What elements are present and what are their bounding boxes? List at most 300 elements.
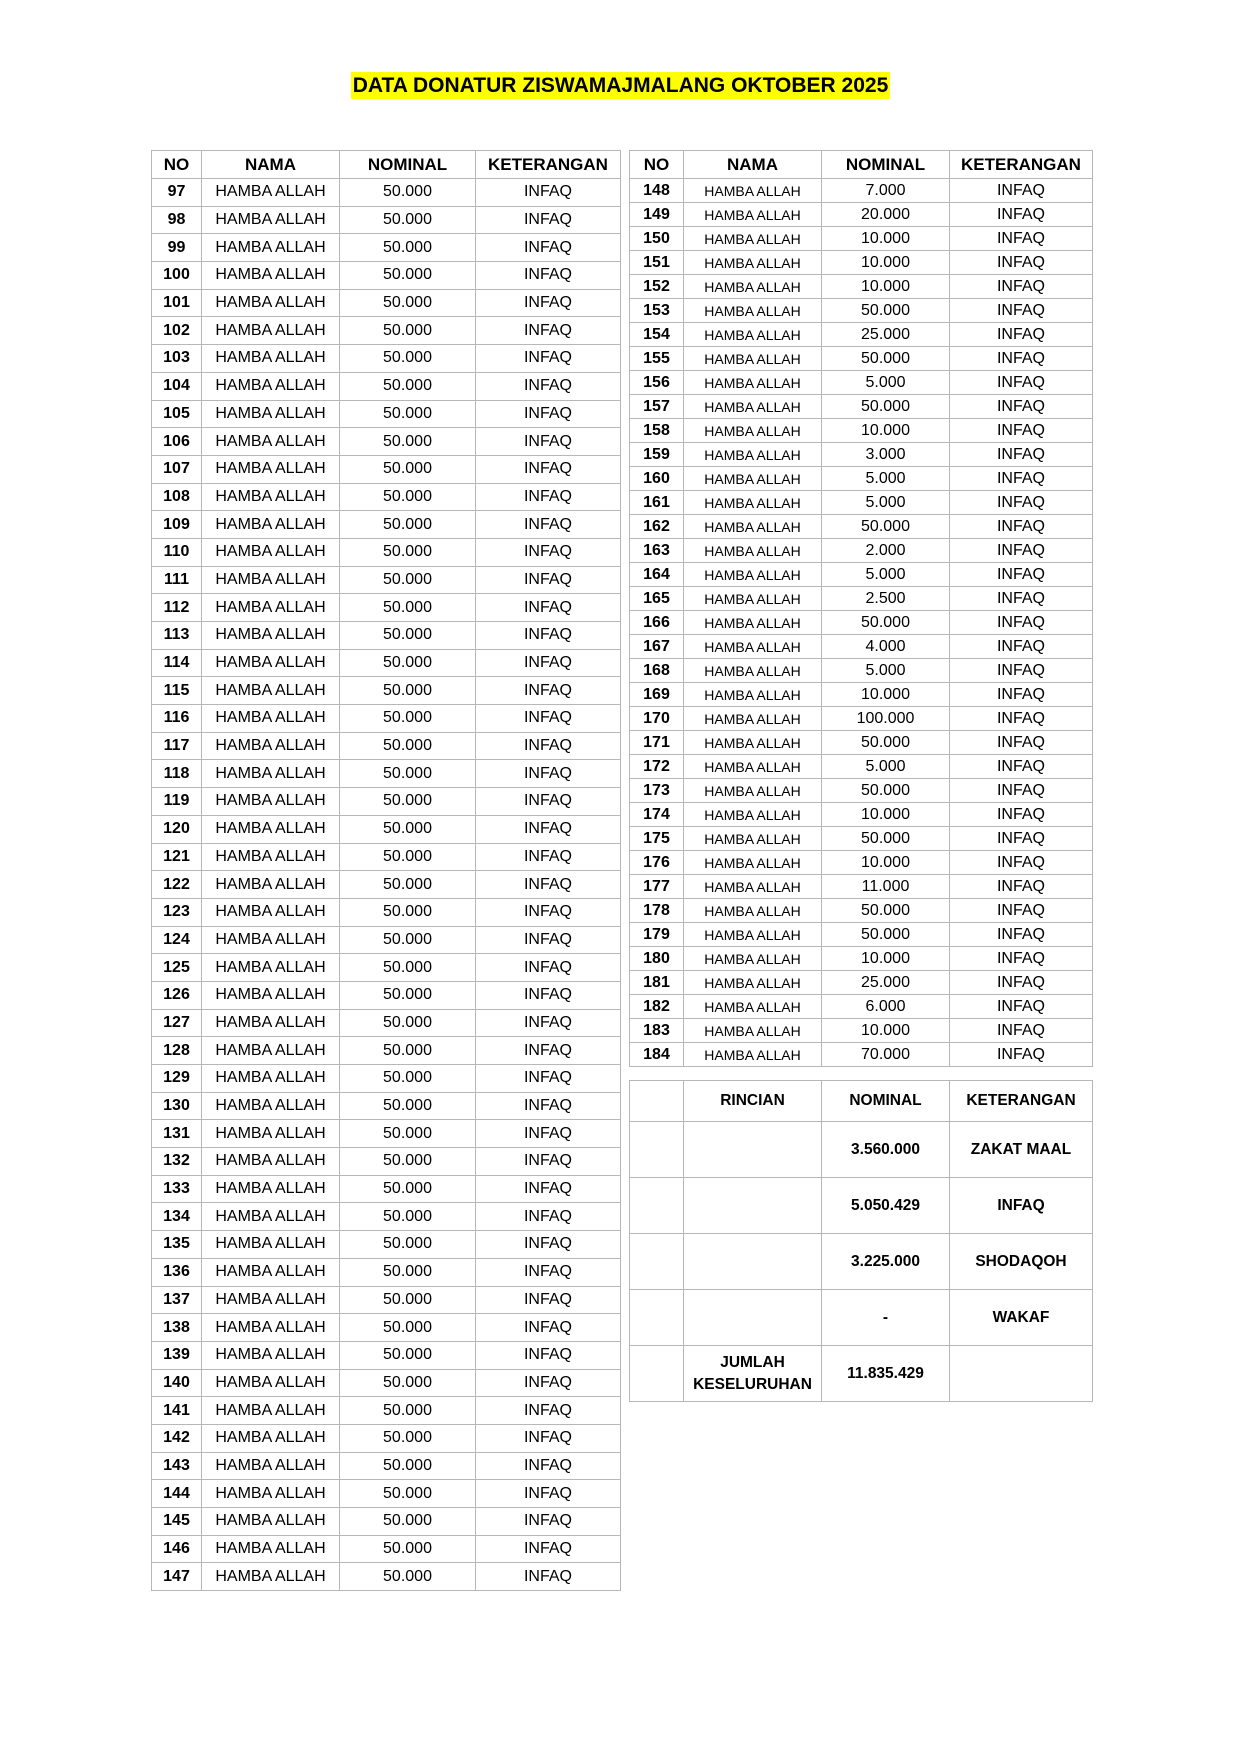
table-row bbox=[152, 1341, 621, 1369]
table-row bbox=[630, 899, 1093, 923]
row-no: 97 bbox=[152, 179, 202, 207]
row-nominal: 50.000 bbox=[340, 1258, 476, 1286]
row-nama: HAMBA ALLAH bbox=[202, 898, 340, 926]
row-keterangan: INFAQ bbox=[476, 1563, 621, 1591]
row-keterangan: INFAQ bbox=[476, 732, 621, 760]
row-keterangan: INFAQ bbox=[950, 923, 1093, 947]
table-row bbox=[630, 371, 1093, 395]
row-no: 156 bbox=[630, 371, 684, 395]
table-row bbox=[152, 234, 621, 262]
table-row bbox=[630, 515, 1093, 539]
row-keterangan: INFAQ bbox=[476, 788, 621, 816]
row-nama: HAMBA ALLAH bbox=[202, 1092, 340, 1120]
row-nama: HAMBA ALLAH bbox=[684, 203, 822, 227]
row-no: 133 bbox=[152, 1175, 202, 1203]
row-nama: HAMBA ALLAH bbox=[202, 483, 340, 511]
row-nama: HAMBA ALLAH bbox=[684, 683, 822, 707]
row-nominal: 2.500 bbox=[822, 587, 950, 611]
row-no: 161 bbox=[630, 491, 684, 515]
summary-row bbox=[630, 1178, 1093, 1234]
row-nominal: 50.000 bbox=[340, 1369, 476, 1397]
row-nama: HAMBA ALLAH bbox=[684, 1043, 822, 1067]
row-nominal: 50.000 bbox=[340, 788, 476, 816]
table-row bbox=[152, 372, 621, 400]
row-keterangan: INFAQ bbox=[950, 899, 1093, 923]
row-nominal: 50.000 bbox=[340, 1120, 476, 1148]
row-no: 182 bbox=[630, 995, 684, 1019]
row-no: 100 bbox=[152, 262, 202, 290]
row-keterangan: INFAQ bbox=[950, 275, 1093, 299]
header-nama: NAMA bbox=[684, 151, 822, 179]
row-no: 131 bbox=[152, 1120, 202, 1148]
row-keterangan: INFAQ bbox=[476, 1508, 621, 1536]
row-nominal: 25.000 bbox=[822, 323, 950, 347]
row-keterangan: INFAQ bbox=[950, 851, 1093, 875]
row-nominal: 50.000 bbox=[340, 1397, 476, 1425]
table-row bbox=[152, 871, 621, 899]
row-nama: HAMBA ALLAH bbox=[684, 539, 822, 563]
row-nama: HAMBA ALLAH bbox=[202, 1009, 340, 1037]
row-nominal: 50.000 bbox=[822, 779, 950, 803]
summary-rincian bbox=[684, 1178, 822, 1234]
row-no: 138 bbox=[152, 1314, 202, 1342]
table-row bbox=[630, 563, 1093, 587]
row-nominal: 50.000 bbox=[340, 1424, 476, 1452]
row-nama: HAMBA ALLAH bbox=[684, 971, 822, 995]
row-no: 160 bbox=[630, 467, 684, 491]
row-keterangan: INFAQ bbox=[950, 1019, 1093, 1043]
row-keterangan: INFAQ bbox=[476, 705, 621, 733]
donor-table-right bbox=[629, 150, 1093, 1067]
row-nominal: 10.000 bbox=[822, 1019, 950, 1043]
row-nama: HAMBA ALLAH bbox=[684, 803, 822, 827]
row-no: 155 bbox=[630, 347, 684, 371]
row-keterangan: INFAQ bbox=[950, 227, 1093, 251]
row-nama: HAMBA ALLAH bbox=[202, 1508, 340, 1536]
row-nama: HAMBA ALLAH bbox=[202, 1452, 340, 1480]
row-keterangan: INFAQ bbox=[476, 345, 621, 373]
table-row bbox=[152, 566, 621, 594]
row-nominal: 50.000 bbox=[340, 1231, 476, 1259]
row-keterangan: INFAQ bbox=[476, 677, 621, 705]
header-no: NO bbox=[630, 151, 684, 179]
table-row bbox=[152, 1203, 621, 1231]
row-nama: HAMBA ALLAH bbox=[202, 317, 340, 345]
row-nominal: 50.000 bbox=[822, 611, 950, 635]
row-nominal: 50.000 bbox=[340, 317, 476, 345]
row-nominal: 5.000 bbox=[822, 563, 950, 587]
row-nama: HAMBA ALLAH bbox=[202, 788, 340, 816]
table-row bbox=[630, 827, 1093, 851]
row-nominal: 7.000 bbox=[822, 179, 950, 203]
row-nama: HAMBA ALLAH bbox=[202, 1480, 340, 1508]
table-row bbox=[152, 455, 621, 483]
row-no: 141 bbox=[152, 1397, 202, 1425]
row-no: 162 bbox=[630, 515, 684, 539]
row-no: 99 bbox=[152, 234, 202, 262]
table-row bbox=[630, 995, 1093, 1019]
row-nama: HAMBA ALLAH bbox=[684, 611, 822, 635]
table-row bbox=[630, 779, 1093, 803]
header-keterangan: KETERANGAN bbox=[950, 151, 1093, 179]
row-nama: HAMBA ALLAH bbox=[684, 851, 822, 875]
header-keterangan: KETERANGAN bbox=[476, 151, 621, 179]
row-nama: HAMBA ALLAH bbox=[202, 1065, 340, 1093]
row-no: 132 bbox=[152, 1148, 202, 1176]
row-keterangan: INFAQ bbox=[476, 372, 621, 400]
row-nominal: 50.000 bbox=[340, 428, 476, 456]
table-row bbox=[630, 227, 1093, 251]
row-nominal: 50.000 bbox=[340, 1286, 476, 1314]
row-nama: HAMBA ALLAH bbox=[202, 760, 340, 788]
summary-rincian bbox=[684, 1122, 822, 1178]
table-row bbox=[630, 923, 1093, 947]
row-nominal: 50.000 bbox=[340, 1009, 476, 1037]
row-nominal: 50.000 bbox=[340, 981, 476, 1009]
row-nominal: 50.000 bbox=[822, 923, 950, 947]
row-nama: HAMBA ALLAH bbox=[684, 995, 822, 1019]
table-row bbox=[152, 317, 621, 345]
table-row bbox=[152, 1369, 621, 1397]
row-keterangan: INFAQ bbox=[476, 1065, 621, 1093]
row-keterangan: INFAQ bbox=[476, 1341, 621, 1369]
row-keterangan: INFAQ bbox=[476, 538, 621, 566]
row-no: 177 bbox=[630, 875, 684, 899]
row-no: 183 bbox=[630, 1019, 684, 1043]
row-nama: HAMBA ALLAH bbox=[684, 779, 822, 803]
row-keterangan: INFAQ bbox=[950, 755, 1093, 779]
row-nama: HAMBA ALLAH bbox=[202, 400, 340, 428]
table-row bbox=[152, 483, 621, 511]
row-nominal: 10.000 bbox=[822, 251, 950, 275]
table-row bbox=[152, 677, 621, 705]
row-keterangan: INFAQ bbox=[476, 815, 621, 843]
table-row bbox=[630, 803, 1093, 827]
row-keterangan: INFAQ bbox=[950, 1043, 1093, 1067]
table-row bbox=[630, 251, 1093, 275]
row-nominal: 50.000 bbox=[340, 179, 476, 207]
row-keterangan: INFAQ bbox=[476, 1231, 621, 1259]
table-row bbox=[630, 707, 1093, 731]
table-row bbox=[630, 683, 1093, 707]
row-nominal: 10.000 bbox=[822, 851, 950, 875]
table-row bbox=[630, 659, 1093, 683]
table-row bbox=[630, 587, 1093, 611]
row-keterangan: INFAQ bbox=[476, 511, 621, 539]
table-row bbox=[152, 1314, 621, 1342]
row-nama: HAMBA ALLAH bbox=[202, 871, 340, 899]
header-nama: NAMA bbox=[202, 151, 340, 179]
row-nominal: 5.000 bbox=[822, 491, 950, 515]
table-row bbox=[630, 755, 1093, 779]
row-nama: HAMBA ALLAH bbox=[202, 1231, 340, 1259]
row-nominal: 50.000 bbox=[822, 395, 950, 419]
row-nama: HAMBA ALLAH bbox=[202, 1120, 340, 1148]
row-nama: HAMBA ALLAH bbox=[684, 875, 822, 899]
row-no: 157 bbox=[630, 395, 684, 419]
row-keterangan: INFAQ bbox=[476, 1258, 621, 1286]
row-nama: HAMBA ALLAH bbox=[202, 1341, 340, 1369]
row-no: 143 bbox=[152, 1452, 202, 1480]
row-keterangan: INFAQ bbox=[476, 649, 621, 677]
summary-rincian bbox=[684, 1290, 822, 1346]
row-no: 120 bbox=[152, 815, 202, 843]
table-row bbox=[152, 1397, 621, 1425]
table-row bbox=[630, 467, 1093, 491]
row-keterangan: INFAQ bbox=[476, 1424, 621, 1452]
row-nama: HAMBA ALLAH bbox=[202, 511, 340, 539]
row-no: 114 bbox=[152, 649, 202, 677]
row-nominal: 50.000 bbox=[340, 400, 476, 428]
row-nominal: 5.000 bbox=[822, 371, 950, 395]
row-nama: HAMBA ALLAH bbox=[202, 954, 340, 982]
row-nominal: 50.000 bbox=[340, 649, 476, 677]
row-keterangan: INFAQ bbox=[476, 1148, 621, 1176]
row-no: 164 bbox=[630, 563, 684, 587]
document-title-wrap bbox=[0, 74, 1241, 98]
row-keterangan: INFAQ bbox=[950, 515, 1093, 539]
row-no: 115 bbox=[152, 677, 202, 705]
row-no: 169 bbox=[630, 683, 684, 707]
summary-keterangan bbox=[950, 1346, 1093, 1402]
row-nominal: 50.000 bbox=[340, 1452, 476, 1480]
row-no: 171 bbox=[630, 731, 684, 755]
row-no: 166 bbox=[630, 611, 684, 635]
table-row bbox=[152, 1286, 621, 1314]
row-keterangan: INFAQ bbox=[950, 995, 1093, 1019]
row-nominal: 50.000 bbox=[340, 1563, 476, 1591]
table-row bbox=[152, 428, 621, 456]
row-keterangan: INFAQ bbox=[950, 971, 1093, 995]
table-row bbox=[630, 443, 1093, 467]
table-row bbox=[630, 323, 1093, 347]
summary-blank-cell bbox=[630, 1290, 684, 1346]
table-row bbox=[152, 1535, 621, 1563]
row-nominal: 50.000 bbox=[340, 1065, 476, 1093]
row-no: 163 bbox=[630, 539, 684, 563]
row-keterangan: INFAQ bbox=[950, 299, 1093, 323]
row-nominal: 50.000 bbox=[340, 566, 476, 594]
table-row bbox=[152, 981, 621, 1009]
row-keterangan: INFAQ bbox=[950, 683, 1093, 707]
table-row bbox=[152, 400, 621, 428]
row-nama: HAMBA ALLAH bbox=[202, 815, 340, 843]
row-keterangan: INFAQ bbox=[476, 289, 621, 317]
table-row bbox=[152, 206, 621, 234]
row-keterangan: INFAQ bbox=[476, 179, 621, 207]
table-row bbox=[152, 760, 621, 788]
row-no: 103 bbox=[152, 345, 202, 373]
row-no: 130 bbox=[152, 1092, 202, 1120]
row-no: 118 bbox=[152, 760, 202, 788]
row-nama: HAMBA ALLAH bbox=[684, 251, 822, 275]
row-nama: HAMBA ALLAH bbox=[202, 594, 340, 622]
row-no: 105 bbox=[152, 400, 202, 428]
row-nominal: 50.000 bbox=[340, 511, 476, 539]
row-keterangan: INFAQ bbox=[476, 1092, 621, 1120]
row-nominal: 50.000 bbox=[340, 234, 476, 262]
row-keterangan: INFAQ bbox=[950, 587, 1093, 611]
row-nominal: 50.000 bbox=[340, 1508, 476, 1536]
summary-rincian: JUMLAH KESELURUHAN bbox=[684, 1346, 822, 1402]
row-no: 168 bbox=[630, 659, 684, 683]
row-keterangan: INFAQ bbox=[950, 827, 1093, 851]
row-nominal: 50.000 bbox=[340, 926, 476, 954]
header-nominal: NOMINAL bbox=[822, 151, 950, 179]
row-nama: HAMBA ALLAH bbox=[202, 538, 340, 566]
row-nominal: 10.000 bbox=[822, 683, 950, 707]
table-row bbox=[152, 1065, 621, 1093]
row-nama: HAMBA ALLAH bbox=[202, 1563, 340, 1591]
table-row bbox=[152, 622, 621, 650]
row-no: 136 bbox=[152, 1258, 202, 1286]
row-nominal: 50.000 bbox=[340, 1148, 476, 1176]
row-nominal: 50.000 bbox=[340, 289, 476, 317]
row-no: 134 bbox=[152, 1203, 202, 1231]
table-row bbox=[630, 347, 1093, 371]
row-no: 107 bbox=[152, 455, 202, 483]
row-no: 165 bbox=[630, 587, 684, 611]
row-keterangan: INFAQ bbox=[950, 539, 1093, 563]
row-no: 175 bbox=[630, 827, 684, 851]
row-no: 142 bbox=[152, 1424, 202, 1452]
table-row bbox=[630, 971, 1093, 995]
row-nama: HAMBA ALLAH bbox=[684, 299, 822, 323]
table-row bbox=[630, 635, 1093, 659]
row-nama: HAMBA ALLAH bbox=[684, 827, 822, 851]
row-keterangan: INFAQ bbox=[476, 1452, 621, 1480]
row-keterangan: INFAQ bbox=[950, 347, 1093, 371]
row-nominal: 50.000 bbox=[340, 262, 476, 290]
row-keterangan: INFAQ bbox=[476, 1397, 621, 1425]
row-nama: HAMBA ALLAH bbox=[684, 755, 822, 779]
row-keterangan: INFAQ bbox=[476, 317, 621, 345]
row-no: 146 bbox=[152, 1535, 202, 1563]
row-no: 127 bbox=[152, 1009, 202, 1037]
row-nama: HAMBA ALLAH bbox=[202, 206, 340, 234]
summary-nominal: 11.835.429 bbox=[822, 1346, 950, 1402]
summary-header-keterangan: KETERANGAN bbox=[950, 1081, 1093, 1122]
row-no: 181 bbox=[630, 971, 684, 995]
row-no: 150 bbox=[630, 227, 684, 251]
row-nama: HAMBA ALLAH bbox=[684, 371, 822, 395]
row-no: 119 bbox=[152, 788, 202, 816]
row-no: 113 bbox=[152, 622, 202, 650]
row-keterangan: INFAQ bbox=[950, 251, 1093, 275]
row-keterangan: INFAQ bbox=[950, 371, 1093, 395]
row-no: 172 bbox=[630, 755, 684, 779]
row-no: 148 bbox=[630, 179, 684, 203]
row-no: 125 bbox=[152, 954, 202, 982]
row-no: 121 bbox=[152, 843, 202, 871]
row-nominal: 10.000 bbox=[822, 803, 950, 827]
row-nama: HAMBA ALLAH bbox=[202, 677, 340, 705]
row-nominal: 50.000 bbox=[340, 1341, 476, 1369]
row-keterangan: INFAQ bbox=[950, 611, 1093, 635]
row-nama: HAMBA ALLAH bbox=[202, 345, 340, 373]
row-nama: HAMBA ALLAH bbox=[684, 227, 822, 251]
row-nama: HAMBA ALLAH bbox=[202, 1535, 340, 1563]
row-nama: HAMBA ALLAH bbox=[202, 289, 340, 317]
row-no: 126 bbox=[152, 981, 202, 1009]
table-row bbox=[630, 731, 1093, 755]
summary-blank-cell bbox=[630, 1122, 684, 1178]
row-nominal: 50.000 bbox=[340, 538, 476, 566]
row-keterangan: INFAQ bbox=[950, 395, 1093, 419]
row-keterangan: INFAQ bbox=[476, 954, 621, 982]
row-no: 178 bbox=[630, 899, 684, 923]
summary-nominal: - bbox=[822, 1290, 950, 1346]
row-nama: HAMBA ALLAH bbox=[202, 455, 340, 483]
row-keterangan: INFAQ bbox=[950, 803, 1093, 827]
row-nominal: 5.000 bbox=[822, 659, 950, 683]
table-row bbox=[152, 345, 621, 373]
row-keterangan: INFAQ bbox=[950, 731, 1093, 755]
row-nama: HAMBA ALLAH bbox=[684, 947, 822, 971]
row-nominal: 50.000 bbox=[340, 1480, 476, 1508]
table-row bbox=[152, 815, 621, 843]
row-nominal: 5.000 bbox=[822, 755, 950, 779]
row-nama: HAMBA ALLAH bbox=[684, 275, 822, 299]
row-no: 135 bbox=[152, 1231, 202, 1259]
row-nominal: 3.000 bbox=[822, 443, 950, 467]
row-keterangan: INFAQ bbox=[476, 1009, 621, 1037]
table-row bbox=[152, 1508, 621, 1536]
row-nominal: 50.000 bbox=[340, 1037, 476, 1065]
table-row bbox=[630, 611, 1093, 635]
row-no: 176 bbox=[630, 851, 684, 875]
row-nama: HAMBA ALLAH bbox=[202, 262, 340, 290]
row-nama: HAMBA ALLAH bbox=[684, 491, 822, 515]
row-no: 102 bbox=[152, 317, 202, 345]
row-nama: HAMBA ALLAH bbox=[684, 899, 822, 923]
summary-row bbox=[630, 1290, 1093, 1346]
row-nominal: 50.000 bbox=[340, 372, 476, 400]
summary-blank-cell bbox=[630, 1178, 684, 1234]
summary-keterangan: WAKAF bbox=[950, 1290, 1093, 1346]
row-keterangan: INFAQ bbox=[476, 206, 621, 234]
table-row bbox=[152, 843, 621, 871]
row-nominal: 50.000 bbox=[340, 1314, 476, 1342]
row-nama: HAMBA ALLAH bbox=[684, 323, 822, 347]
summary-header-blank bbox=[630, 1081, 684, 1122]
row-nama: HAMBA ALLAH bbox=[684, 179, 822, 203]
row-nama: HAMBA ALLAH bbox=[202, 1203, 340, 1231]
row-keterangan: INFAQ bbox=[950, 875, 1093, 899]
header-no: NO bbox=[152, 151, 202, 179]
table-row bbox=[152, 1424, 621, 1452]
row-keterangan: INFAQ bbox=[476, 234, 621, 262]
row-nominal: 11.000 bbox=[822, 875, 950, 899]
table-row bbox=[152, 1480, 621, 1508]
row-keterangan: INFAQ bbox=[476, 455, 621, 483]
row-no: 159 bbox=[630, 443, 684, 467]
row-nama: HAMBA ALLAH bbox=[202, 732, 340, 760]
row-no: 98 bbox=[152, 206, 202, 234]
row-keterangan: INFAQ bbox=[950, 947, 1093, 971]
row-keterangan: INFAQ bbox=[476, 1037, 621, 1065]
table-row bbox=[152, 1175, 621, 1203]
table-row bbox=[630, 179, 1093, 203]
row-no: 109 bbox=[152, 511, 202, 539]
summary-header-nominal: NOMINAL bbox=[822, 1081, 950, 1122]
summary-row bbox=[630, 1346, 1093, 1402]
row-nominal: 50.000 bbox=[822, 731, 950, 755]
row-nama: HAMBA ALLAH bbox=[684, 395, 822, 419]
row-no: 110 bbox=[152, 538, 202, 566]
table-row bbox=[152, 538, 621, 566]
row-nama: HAMBA ALLAH bbox=[202, 372, 340, 400]
